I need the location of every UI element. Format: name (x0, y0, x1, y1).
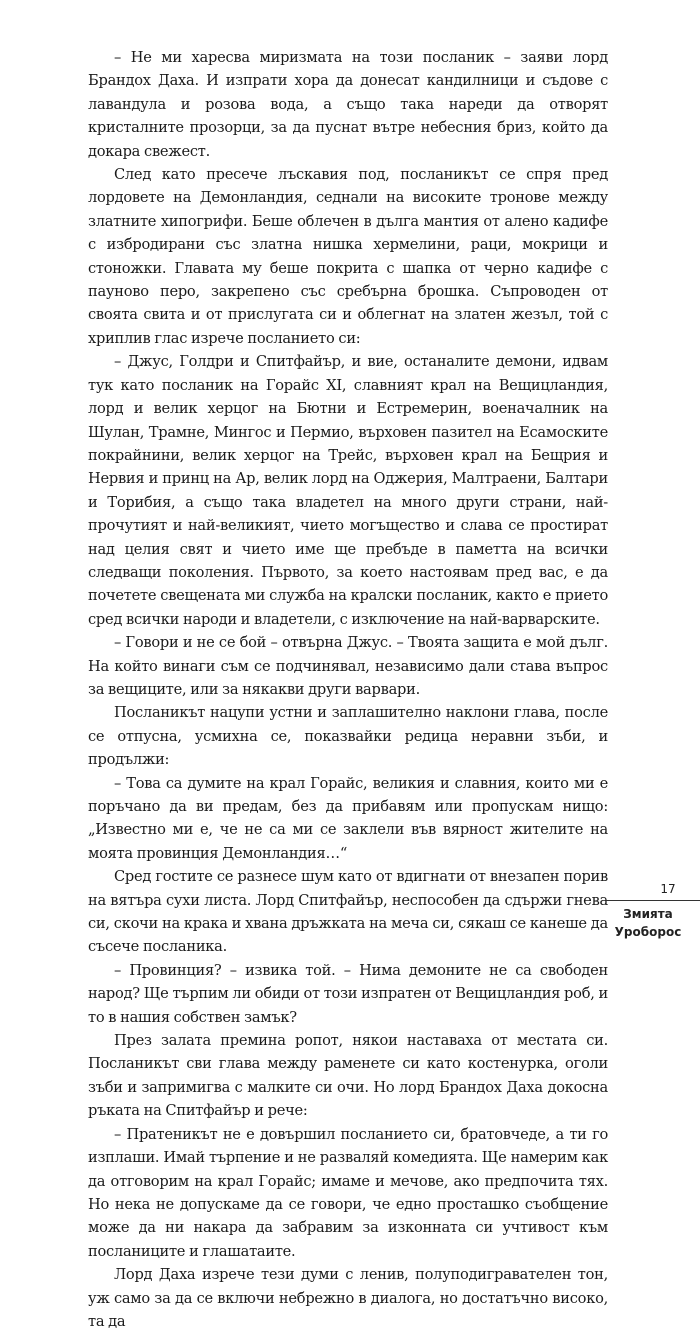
paragraph: – Това са думите на крал Горайс, великия и славния, които ми е поръчано да ви предам, без да прибавям или пропускам нищо: „Известно ми е, че не са ми се заклели във вярност жителите на моята провинция Демонландия…“ (88, 774, 608, 862)
folio (596, 882, 700, 941)
running-title-line-2: Уроборос (614, 925, 682, 939)
body-text (88, 46, 608, 1333)
page-number: 17 (660, 882, 676, 896)
paragraph: – Не ми харесва миризмата на този посланик – заяви лорд Брандох Даха. И изпрати хора да донесат кандилници и съдове с лавандула и розова вода, а също така нареди да отворят кристалните прозорци, за да пуснат вътре небесния бриз, който да докара свежест. (88, 49, 608, 160)
paragraph: – Говори и не се бой – отвърна Джус. – Твоята защита е мой дълг. На който винаги съм се подчинявал, независимо дали става въпрос за вещиците, или за някакви други варвари. (88, 634, 608, 698)
paragraph: След като пресече лъскавия под, посланикът се спря пред лордовете на Демонландия, седнали на високите тронове между златните хипогрифи. Беше облечен в дълга мантия от алено кадифе с избродирани със златна нишка хермелини, раци, мокрици и стоножки. Главата му беше покрита с шапка от черно кадифе с пауново перо, закрепено със сребърна брошка. Съпроводен от своята свита и от прислугата си и облегнат на златен жезъл, той с хриплив глас изрече посланието си: (88, 166, 608, 347)
paragraph: През залата премина ропот, някои наставаха от местата си. Посланикът сви глава между раменете си като костенурка, оголи зъби и запримигва с малките си очи. Но лорд Брандох Даха докосна ръката на Спитфайър и рече: (88, 1032, 608, 1120)
paragraph: – Пратеникът не е довършил посланието си, братовчеде, а ти го изплаши. Имай търпение и не разваляй комедията. Ще намерим как да отговорим на крал Горайс; имаме и мечове, ако предпочита тях. Но нека не допускаме да се говори, че едно просташко съобщение може да ни накара да забравим за изконната си учтивост към посланиците и глашатаите. (88, 1125, 608, 1260)
paragraph: Сред гостите се разнесе шум като от вдигнати от внезапен порив на вятъра сухи листа. Лорд Спитфайър, неспособен да сдържи гнева си, скочи на крака и хвана дръжката на меча си, сякаш се канеше да съсече посланика. (88, 868, 608, 956)
paragraph: – Джус, Голдри и Спитфайър, и вие, останалите демони, идвам тук като посланик на Горайс XI, славният крал на Вещицландия, лорд и велик херцог на Бютни и Естремерин, военачалник на Шулан, Трамне, Мингос и Пермио, върховен пазител на Есамоските покрайнини, велик херцог на Трейс, върховен крал на Бещрия и Нервия и принц на Ар, велик лорд на Оджерия, Малтраени, Балтари и Торибия, а също така владетел на много други страни, най-прочутият и най-великият, чието могъщество и слава се простират над целия свят и чието име ще пребъде в паметта на всички следващи поколения. Първото, за което настоявам пред вас, е да почетете свещената ми служба на кралски посланик, както е прието сред всички народи и владетели, с изключение на най-варварските. (88, 353, 608, 628)
paragraph: – Провинция? – извика той. – Нима демоните не са свободен народ? Ще търпим ли обиди от този изпратен от Вещицландия роб, и то в нашия собствен замък? (88, 961, 608, 1026)
paragraph: Лорд Даха изрече тези думи с ленив, полуподигравателен тон, уж само за да се включи небрежно в диалога, но достатъчно високо, та да (88, 1266, 608, 1330)
paragraph: Посланикът нацупи устни и заплашително наклони глава, после се отпусна, усмихна се, показвайки редица неравни зъби, и продължи: (88, 704, 608, 769)
folio-divider (606, 900, 700, 901)
running-title-line-1: Змията (623, 907, 673, 921)
